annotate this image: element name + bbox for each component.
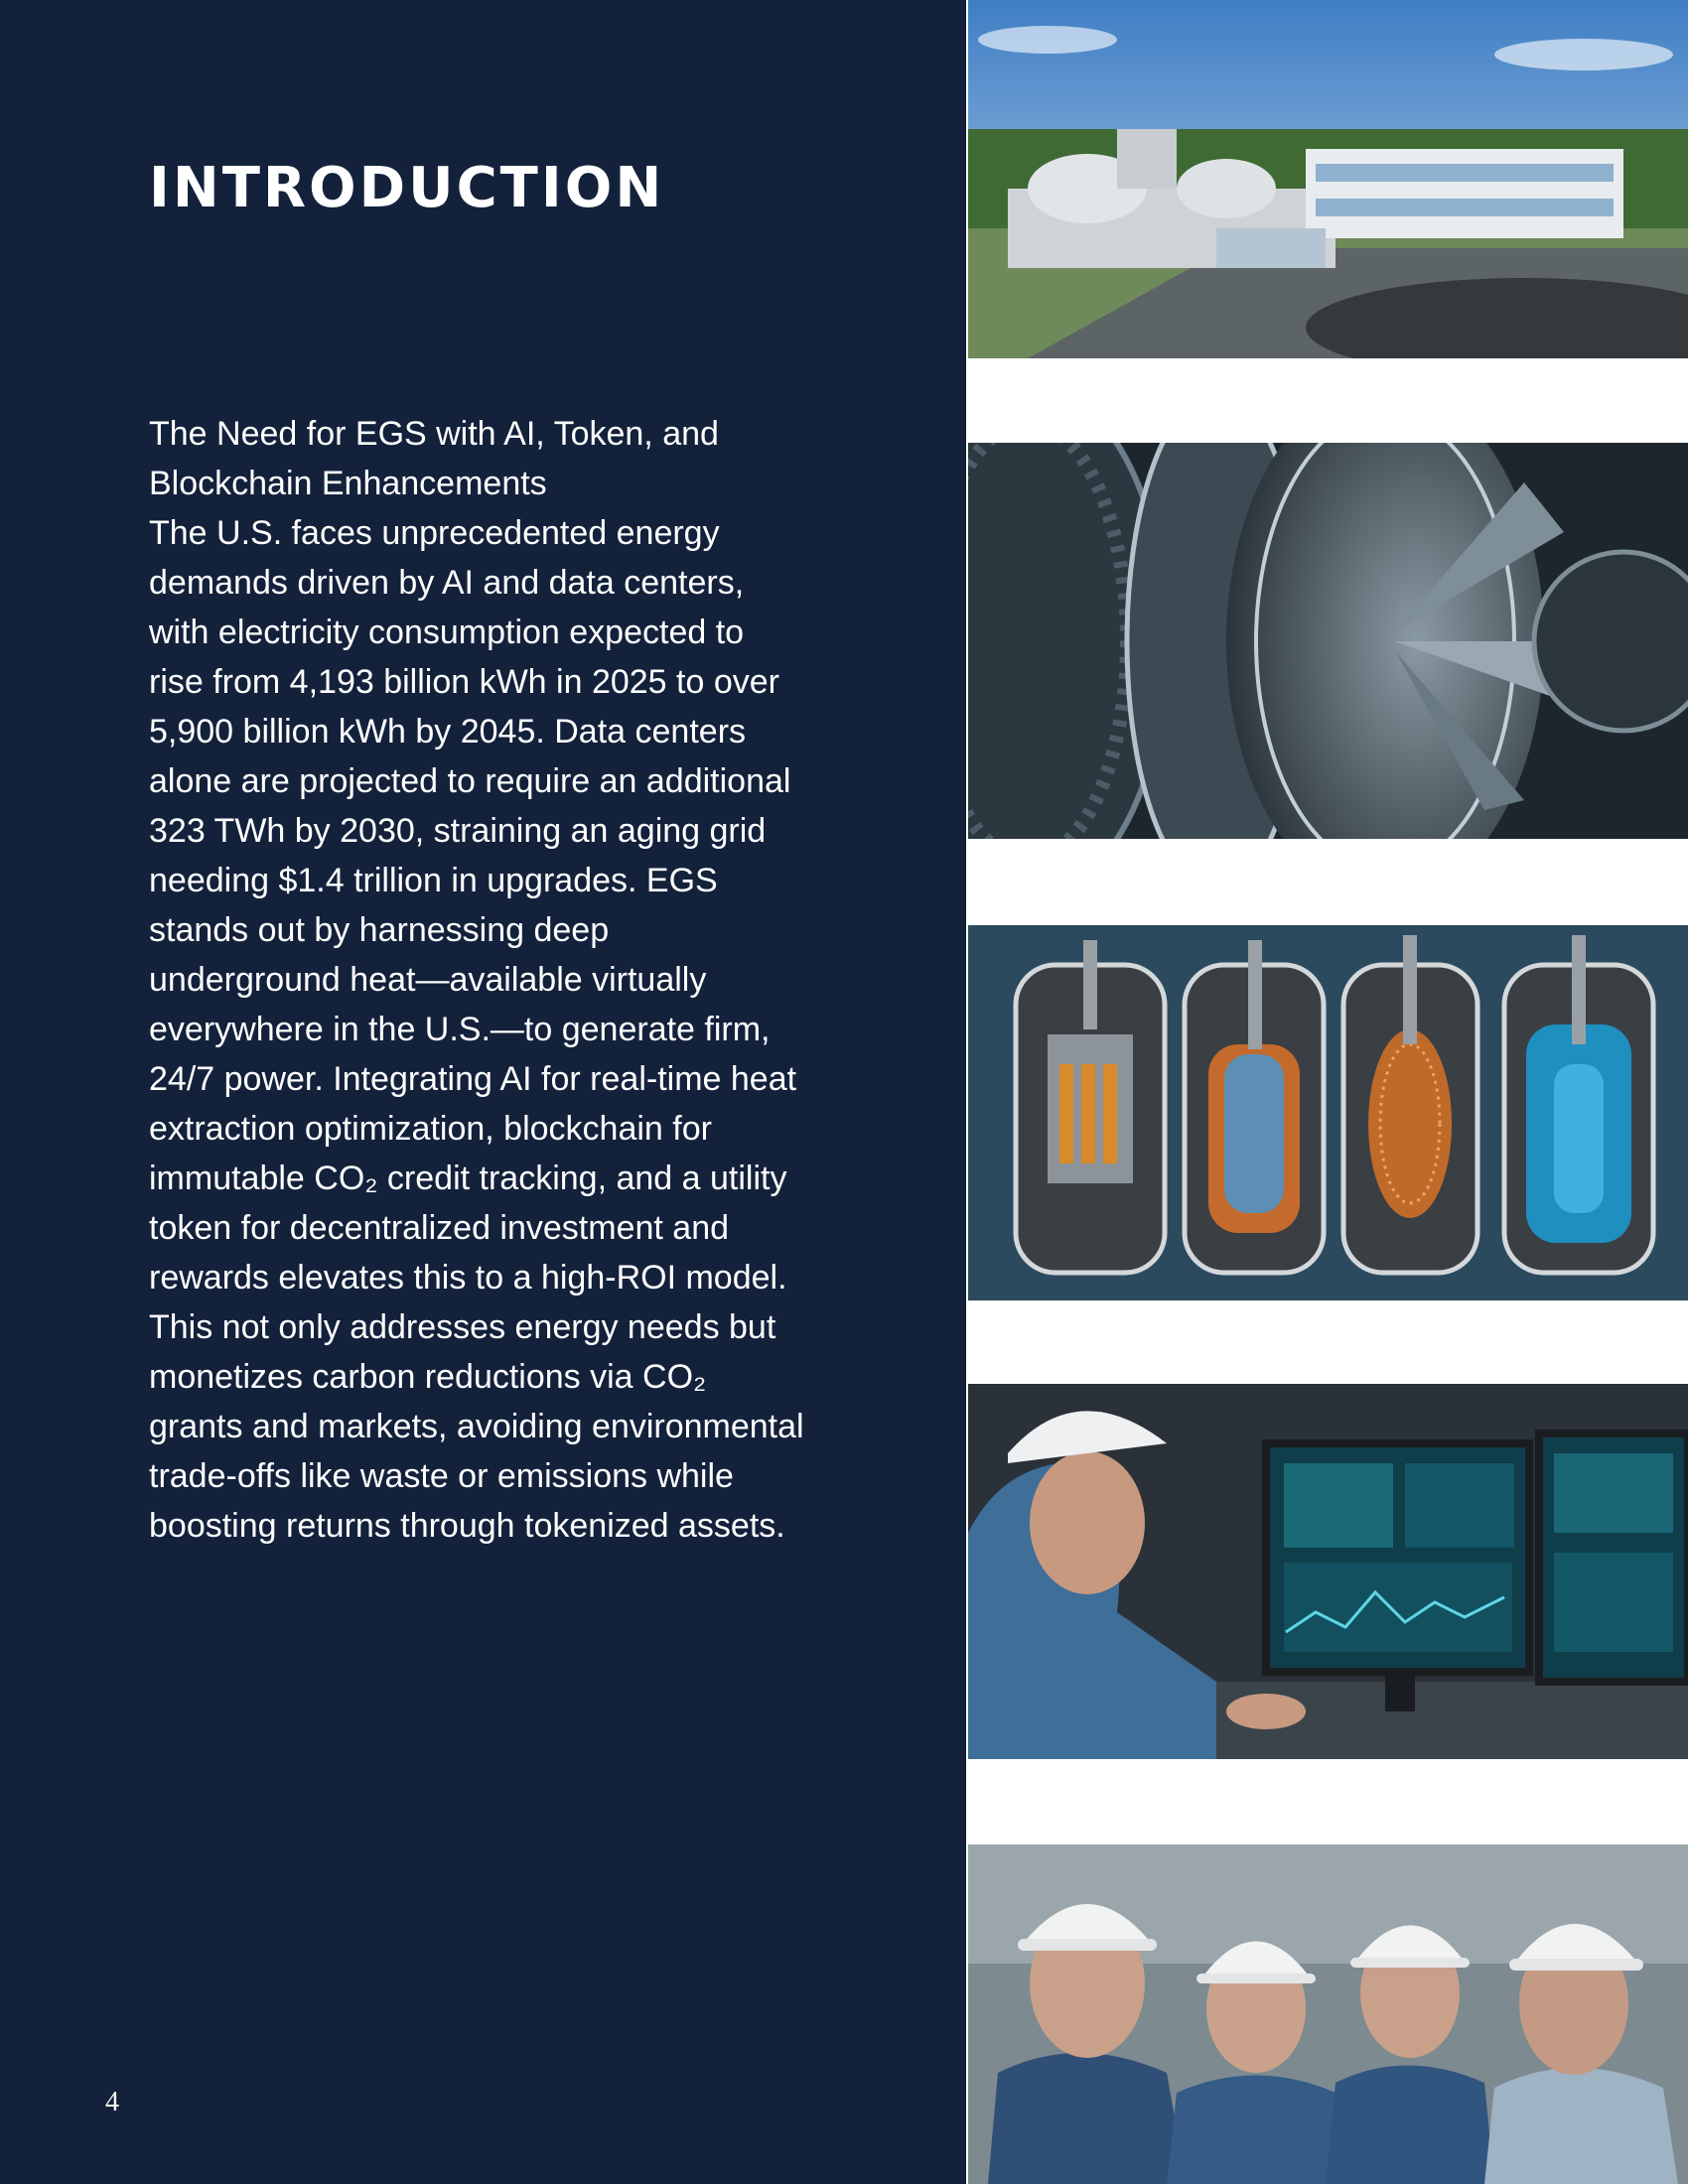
reactor-cutaway-illustration: [968, 925, 1688, 1300]
engineer-monitors-photo: [968, 1384, 1688, 1759]
intro-text: [149, 409, 804, 1551]
turbine-closeup-photo: [968, 443, 1688, 839]
intro-body: The U.S. faces unprecedented energy demands driven by AI and data centers, with electricity consumption expected to rise from 4,193 billion kWh in 2025 to over 5,900 billion kWh by 2045. Data centers alone are projected to require an additional 323 TWh by 2030, straining an aging grid needing $1.4 trillion in upgrades. EGS stands out by harnessing deep underground heat—available virtually everywhere in the U.S.—to generate firm, 24/7 power. Integrating AI for real-time heat extraction optimization, blockchain for immutable CO₂ credit tracking, and a utility token for decentralized investment and rewards elevates this to a high-ROI model. This not only addresses energy needs but monetizes carbon reductions via CO₂ grants and markets, avoiding environmental trade-offs like waste or emissions while boosting returns through tokenized assets.: [149, 514, 804, 1545]
intro-subtitle: The Need for EGS with AI, Token, and Blockchain Enhancements: [149, 415, 719, 502]
workers-hardhats-photo: [968, 1844, 1688, 2184]
power-plant-photo: [968, 0, 1688, 358]
page-title: INTRODUCTION: [149, 156, 665, 220]
page-number: 4: [105, 2087, 119, 2117]
